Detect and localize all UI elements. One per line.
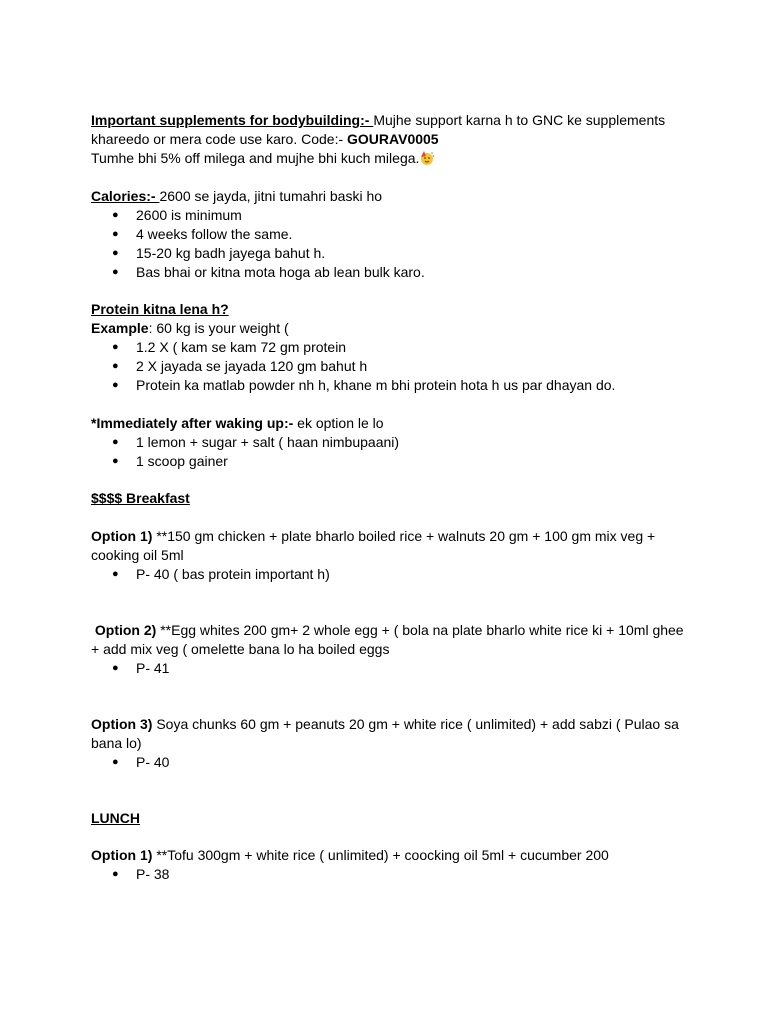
option-text: **Tofu 300gm + white rice ( unlimited) + coocking oil 5ml + cucumber 200 [152,847,609,863]
lunch-option-1 [91,846,691,865]
calories-list [91,206,691,282]
party-face-icon [419,150,435,166]
waking-heading: *Immediately after waking up:- [91,414,294,431]
list-item: ● P- 40 [91,753,691,772]
supplements-note-text: Tumhe bhi 5% off milega and mujhe bhi kuch milega. [91,150,420,166]
breakfast-option-3-list [91,753,691,772]
list-item: ● P- 41 [91,659,691,678]
supplements-heading: Important supplements for bodybuilding:- [91,112,374,128]
list-item: ● 1 scoop gainer [91,452,691,471]
list-item: ● 1 lemon + sugar + salt ( haan nimbupaani) [91,433,691,452]
option-label: Option 1) [91,847,153,863]
breakfast-option-1-list [91,565,691,584]
list-item: ● P- 40 ( bas protein important h) [91,565,691,584]
breakfast-heading: $$$$ Breakfast [91,490,190,506]
example-text: : 60 kg is your weight ( [148,320,289,336]
list-item: ● 2 X jayada se jayada 120 gm bahut h [91,357,691,376]
option-label: Option 3) [91,715,153,732]
supplements-note [91,149,691,168]
waking-list [91,433,691,471]
list-item: ● 1.2 X ( kam se kam 72 gm protein [91,338,691,357]
waking-paragraph [91,414,691,433]
option-label: Option 1) [91,527,153,544]
protein-example [91,319,691,338]
breakfast-option-2-list [91,659,691,678]
calories-paragraph [91,187,691,206]
list-item: ● Protein ka matlab powder nh h, khane m bhi protein hota h us par dhayan do. [91,376,691,395]
list-item: ● 15-20 kg badh jayega bahut h. [91,244,691,263]
document-page [91,111,691,884]
list-item: ● 4 weeks follow the same. [91,225,691,244]
option-text: **150 gm chicken + plate bharlo boiled rice + walnuts 20 gm + 100 gm mix veg + cooking oil 5ml [91,527,656,563]
breakfast-option-1 [91,527,691,565]
supplements-text: Mujhe support karna h to GNC ke supplements khareedo or mera code use karo. Code:- [91,112,666,147]
option-text: **Egg whites 200 gm+ 2 whole egg + ( bola na plate bharlo white rice ki + 10ml ghee + add mix veg ( omelette bana lo ha boiled eggs [91,621,684,657]
breakfast-option-3 [91,715,691,753]
lunch-heading: LUNCH [91,809,140,826]
option-label: Option 2) [94,621,157,638]
promo-code: GOURAV0005 [347,131,439,147]
option-text: Soya chunks 60 gm + peanuts 20 gm + white rice ( unlimited) + add sabzi ( Pulao sa bana lo) [91,715,679,751]
list-item: ● 2600 is minimum [91,206,691,225]
calories-text: 2600 se jayda, jitni tumahri baski ho [159,187,383,204]
example-label: Example [91,320,149,336]
list-item: ● P- 38 [91,865,691,884]
protein-heading: Protein kitna lena h? [91,301,229,317]
lunch-option-1-list [91,865,691,884]
waking-text: ek option le lo [293,414,384,431]
protein-list [91,338,691,395]
breakfast-option-2 [91,621,691,659]
supplements-paragraph [91,111,691,149]
calories-heading: Calories:- [91,187,160,204]
list-item: ● Bas bhai or kitna mota hoga ab lean bulk karo. [91,263,691,282]
